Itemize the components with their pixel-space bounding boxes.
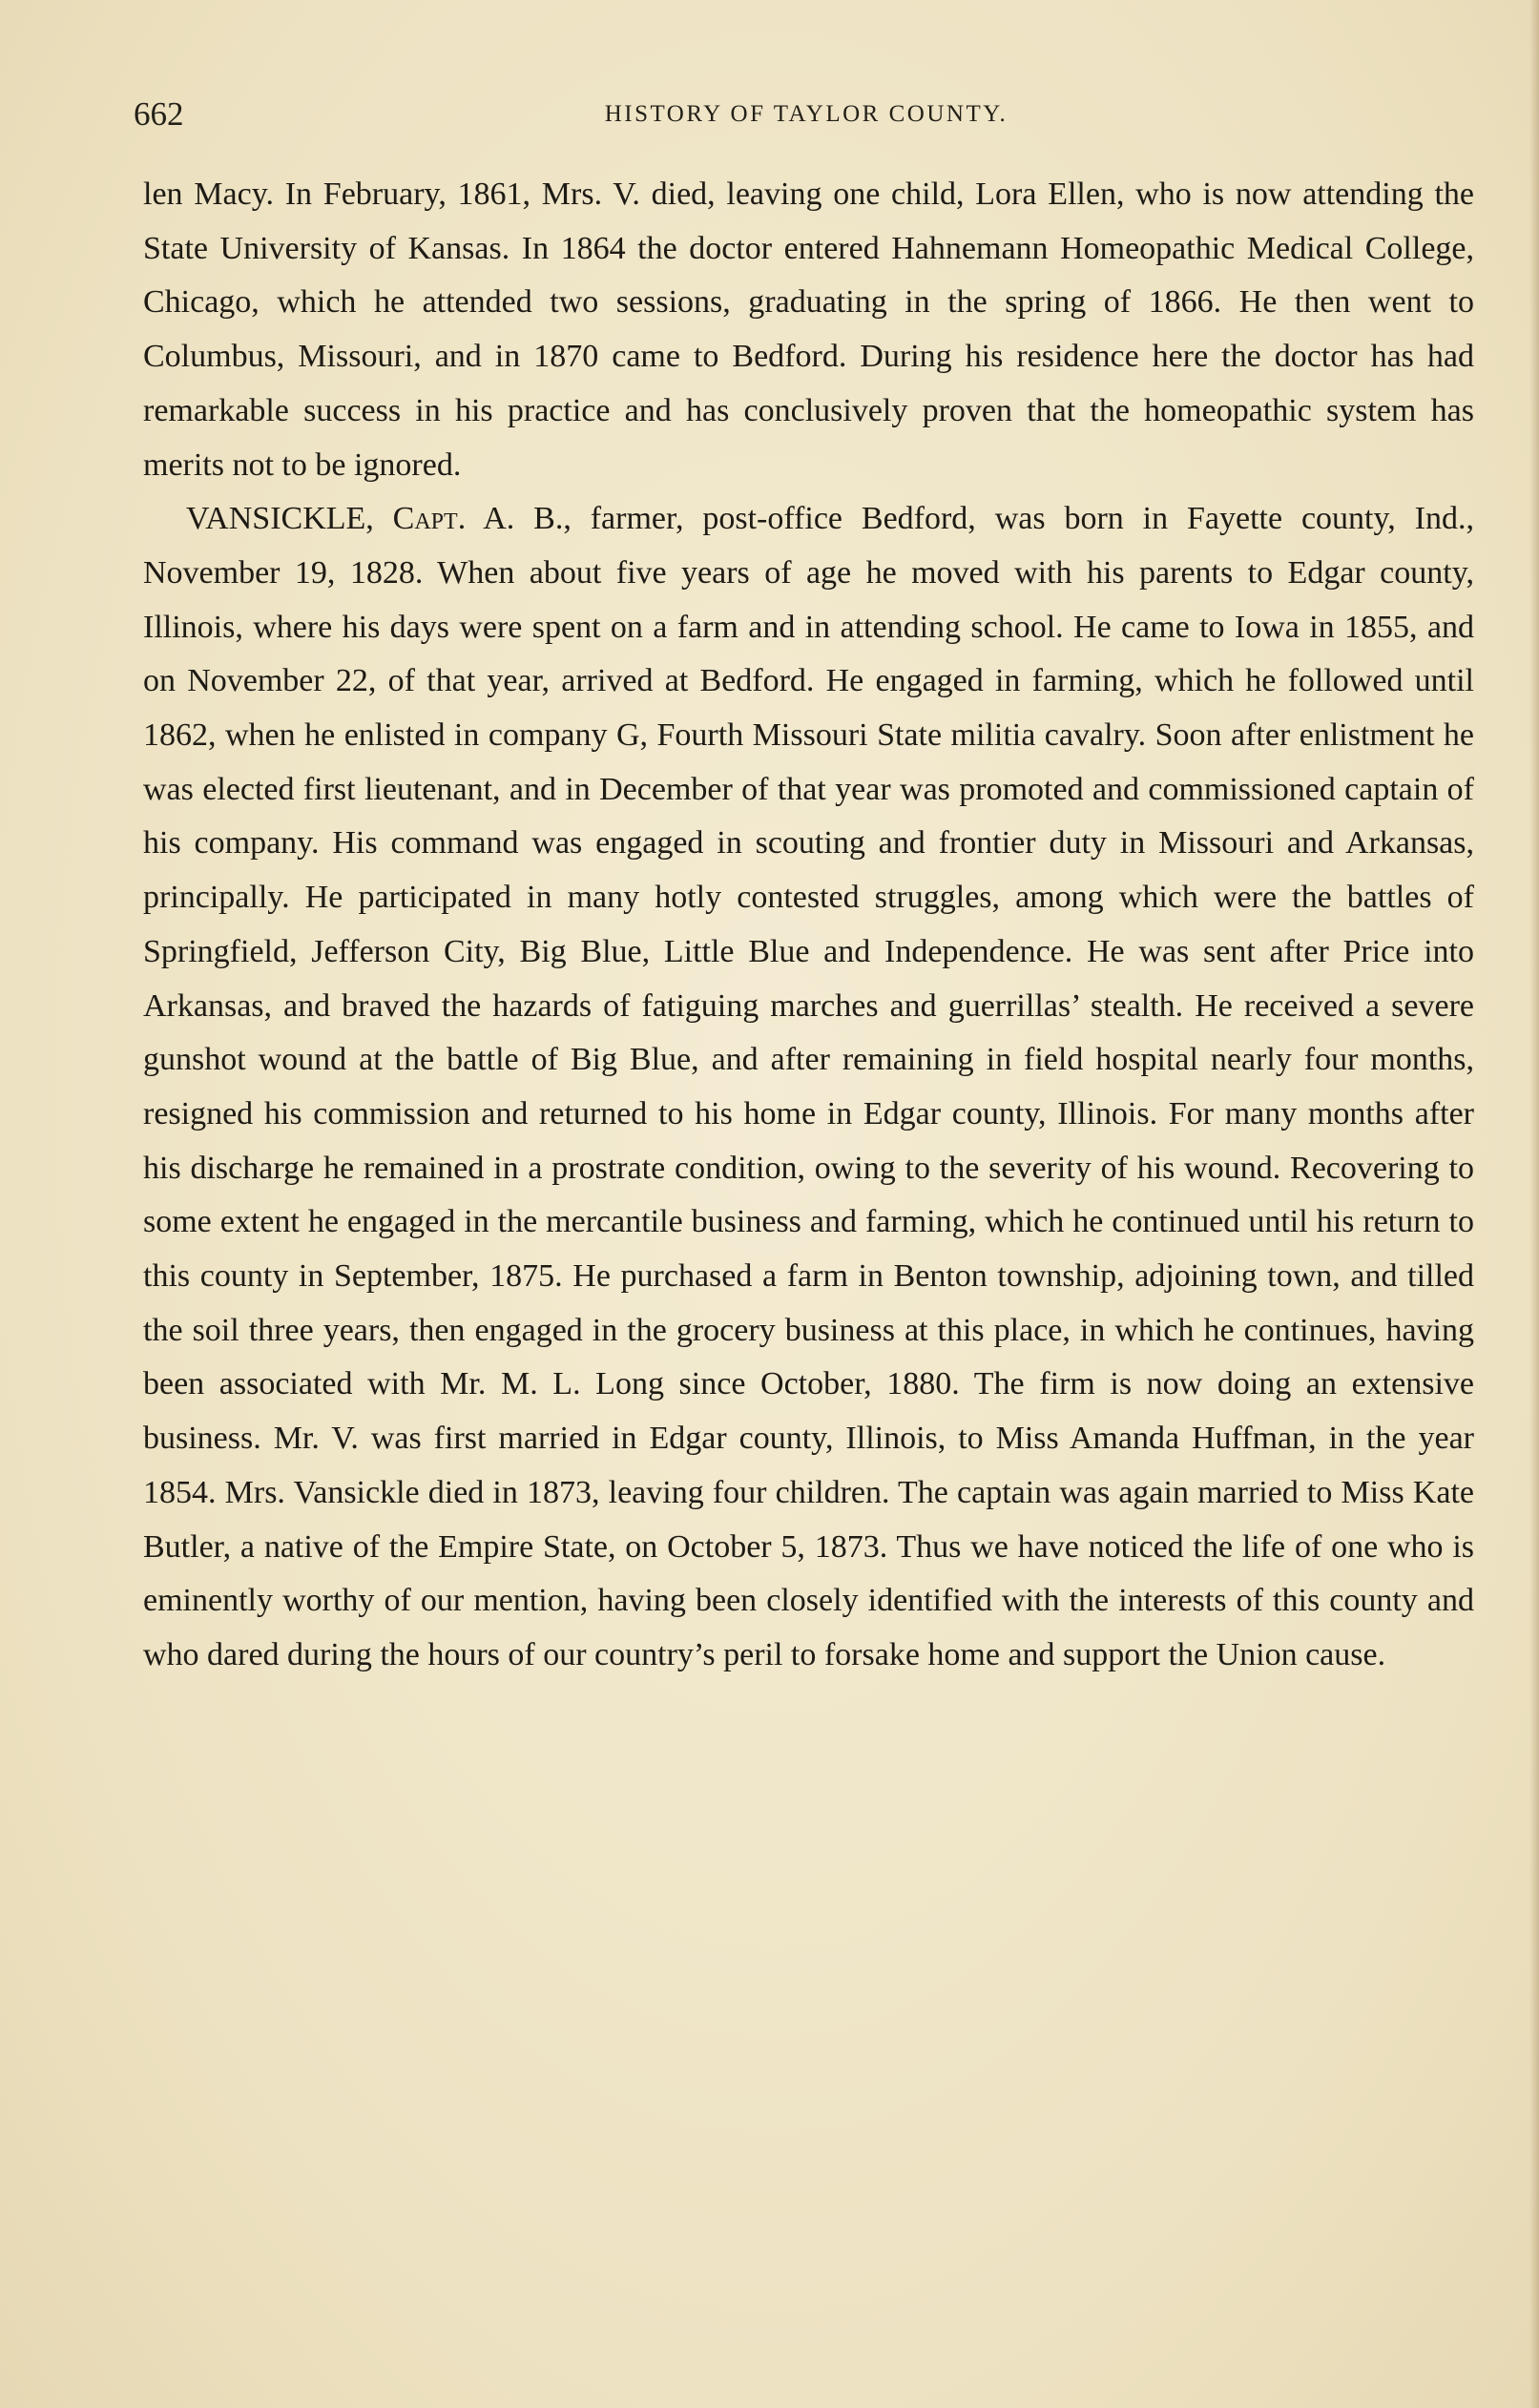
biography-surname: VANSICKLE, <box>186 501 374 537</box>
biography-title: Capt. A. B., <box>392 501 572 537</box>
paragraph-continuation: len Macy. In February, 1861, Mrs. V. died, leaving one child, Lora Ellen, who is now attending the State University of Kansas. In 1864 the doctor entered Hahnemann Homeopathic Medical College, Chicago, which he attended two sessions, graduating in the spring of 1866. He then went to Columbus, Missouri, and in 1870 came to Bedford. During his residence here the doctor has had remarkable success in his practice and has conclusively proven that the homeopathic system has merits not to be ignored. <box>143 176 1474 483</box>
running-title: HISTORY OF TAYLOR COUNTY. <box>604 101 1009 127</box>
page-edge-shadow <box>1529 0 1539 2408</box>
running-head <box>134 95 1479 134</box>
biography-text: farmer, post-office Bedford, was born in Fayette county, Ind., November 19, 1828. When about five years of age he moved with his parents to Edgar county, Illinois, where his days were spent on a farm and in attending school. He came to Iowa in 1855, and on November 22, of that year, arrived at Bedford. He engaged in farming, which he followed until 1862, when he enlisted in company G, Fourth Missouri State militia cavalry. Soon after enlistment he was elected first lieutenant, and in December of that year was promoted and commissioned captain of his company. His command was engaged in scouting and frontier duty in Missouri and Arkansas, principally. He participated in many hotly contested struggles, among which were the battles of Springfield, Jefferson City, Big Blue, Little Blue and Independence. He was sent after Price into Arkansas, and braved the hazards of fatiguing marches and guerrillas’ stealth. He received a severe gunshot wound at the battle of Big Blue, and after remaining in field hospital nearly four months, resigned his commission and returned to his home in Edgar county, Illinois. For many months after his discharge he remained in a prostrate condition, owing to the severity of his wound. Recovering to some extent he engaged in the mercantile business and farming, which he continued until his return to this county in September, 1875. He purchased a farm in Benton township, adjoining town, and tilled the soil three years, then engaged in the grocery business at this place, in which he continues, having been associated with Mr. M. L. Long since October, 1880. The firm is now doing an extensive business. Mr. V. was first married in Edgar county, Illinois, to Miss Amanda Huffman, in the year 1854. Mrs. Vansickle died in 1873, leaving four children. The captain was again married to Miss Kate Butler, a native of the Empire State, on October 5, 1873. Thus we have noticed the life of one who is eminently worthy of our mention, having been closely identified with the interests of this county and who dared during the hours of our country’s peril to forsake home and support the Union cause. <box>143 501 1474 1672</box>
page-number: 662 <box>134 95 184 133</box>
body-text <box>143 168 1474 1683</box>
paragraph-vansickle-biography <box>143 492 1474 1682</box>
